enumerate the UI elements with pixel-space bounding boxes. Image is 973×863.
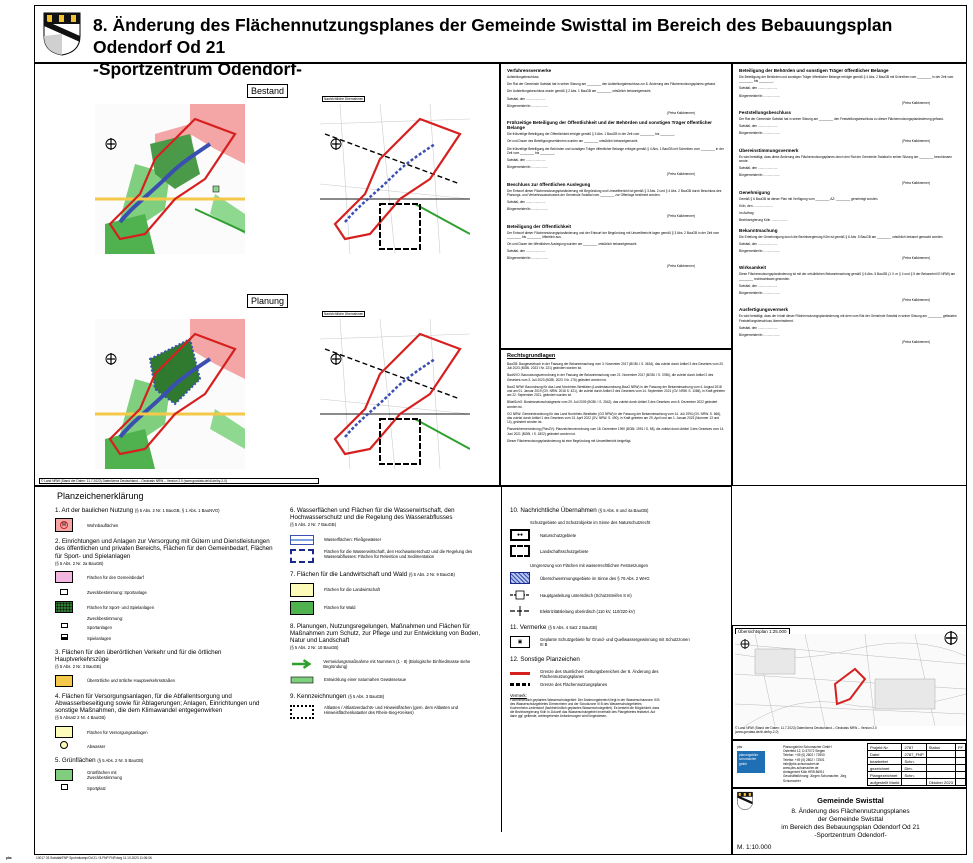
- planung-map: [95, 319, 245, 469]
- project-info-cell: Plangezeichnet: [868, 772, 902, 779]
- legend-item-wohnbau: [55, 518, 275, 532]
- office-address-line: www.pbs-schumacher.de: [783, 766, 819, 771]
- wald-swatch: [290, 601, 314, 615]
- geltungsbereich-label: Grenze des räumlichen Geltungsbereiches der 8. Änderung des Flächennutzungsplanes: [540, 668, 659, 679]
- project-info-cell: [956, 772, 966, 779]
- legend-item-sportanlage: [55, 586, 275, 598]
- gruen-swatch: [55, 769, 73, 781]
- procedure-section: [739, 228, 960, 261]
- project-info-cell: gezeichnet: [868, 765, 902, 772]
- legend-pane: [34, 486, 732, 855]
- schutzgebiete-sub: Schutzgebiete und Schutzobjekte im Sinne des Naturschutzrecht: [530, 520, 651, 526]
- wasserrecht-sub: Umgrenzung von Flächen mit wasserrechtlichen Festsetzungen: [530, 563, 649, 569]
- titleblock-line1: 8. Änderung des Flächennutzungsplanes: [791, 808, 910, 815]
- legend-item-vermeidung: [290, 657, 490, 671]
- project-info-cell: Schn.: [902, 772, 926, 779]
- titleblock-line2: der Gemeinde Swisttal: [817, 816, 884, 823]
- procedure-line: Swisttal, den ......................: [739, 241, 778, 246]
- legend-item-gemeinbedarf: [55, 571, 275, 583]
- legend-item-abwasser: [55, 741, 275, 751]
- project-info-cell: Status: [926, 744, 955, 751]
- project-info-cell: Datei: [868, 751, 902, 758]
- legend-col3: [501, 487, 726, 832]
- procedure-line: Swisttal, den ......................: [739, 124, 778, 129]
- legend-col1: [55, 507, 275, 797]
- procedure-section-title: Beschluss zur öffentlichen Auslegung: [507, 181, 591, 187]
- rechtsgrundlage-item: BauO NRW: Bauordnung für das Land Nordrhein-Westfalen (Landesbauordnung-BauO NRW) in der Fassung der Bekanntmachung vom 4. August 2018 und am 01. Januar 2019 (GV. NRW. 2018 S. 421), die zuletzt durch Artikel 3 des Gesetzes vom 14. September 2021 (GV. NRW. S. 1086), in Kraft getreten am 22. September 2021, geändert worden ist.: [507, 384, 725, 398]
- procedure-line: Der Entwurf dieser Flächennutzungsplanänderung und der Entwurf der Begründung mit Umweltbericht lagen gemäß § 3 Abs. 2 BauGB in der Zeit vom ________ bis ________ öffentlich aus.: [507, 230, 720, 239]
- legend-item-sportspiel: [55, 601, 275, 613]
- procedure-line: Die frühzeitige Beteiligung der Behörden und sonstigen Träger öffentlicher Belange erfolgte gemäß § 4 Abs. 1 BauGB mit Schreiben vom ________ in der Zeit vom ________ bis ________.: [507, 146, 724, 155]
- ueberschwemmung-swatch: [510, 572, 530, 584]
- procedure-section-title: Feststellungsbeschluss: [739, 110, 792, 116]
- procedure-line: Bürgermeister/in ...................: [739, 249, 781, 254]
- gemeinbedarf-label: Flächen für den Gemeinbedarf: [87, 574, 144, 580]
- map-pane: [34, 63, 500, 486]
- procedure-section: [507, 120, 725, 176]
- gemeinbedarf-swatch: [55, 571, 73, 583]
- wohnbau-symbol: W: [61, 522, 67, 529]
- legend-item-wasserwirtschaft: [290, 549, 490, 563]
- rechtsgrundlage-item: GO NRW: Gemeindeordnung für das Land Nordrhein-Westfalen (GO NRW) in der Fassung der Bekanntmachung vom 14. Juli 1994 (GV. NRW. S. 666), das zuletzt durch Artikel 1 des Gesetzes vom 13. April 2022 (GV. NRW. S. 490), in Kraft getreten am 29. April und am 1. Januar 2023 (Nummer 13 und 14), geändert worden ist.: [507, 411, 721, 425]
- procedure-section: [739, 307, 960, 344]
- plan-title-line2: -Sportzentrum Odendorf-: [93, 59, 303, 79]
- rechtsgrundlage-item: Dieser Flächennutzungsplanänderung ist eine Begründung mit Umweltbericht beigefügt.: [507, 438, 632, 443]
- procedure-line: Der Entwurf dieser Flächennutzungsplanänderung mit Begründung und Umweltbericht ist gemäß § 3 Abs. 2 und § 4 Abs. 2 BauGB durch Beschluss des Planungs- und Verkehrsausschusses der Gemeinde Swisttal vom ________ zur Offenlage bestimmt worden.: [507, 188, 722, 197]
- versorgung-label: Flächen für Versorgungsanlagen: [87, 729, 148, 735]
- procedure-line: Swisttal, den ......................: [739, 325, 778, 330]
- project-info-row: [868, 758, 966, 765]
- procedure-line: Swisttal, den ......................: [507, 158, 546, 163]
- vermerk-text: Fachbehördlich geplantes Wasserschutzgebiet: Der Änderungsbereich liegt in der Wasserschutzzone III B des Wasserschutzgebietes Dirmerzheim und der Schutzzone III B des Wasserschutzgebietes Kuchenheim-Ledersdorf (fachbehördlich geplantes Wasserschutzgebiet). Es besteht die Möglichkeit, dass die Bezirksregierung Köln in Zukunft das Wasserschutzgebiet innerhalb des Plangebietes festsetzt. Auf dann ggf. geltende, weitergehende Anforderungen wird hingewiesen.: [510, 697, 660, 719]
- abwasser-icon: [55, 741, 73, 751]
- procedure-line: Bürgermeister/in ...................: [739, 93, 781, 98]
- legend-item-elektrizitaet: [510, 606, 726, 616]
- project-info-row: [868, 744, 966, 751]
- procedure-section: [507, 182, 725, 219]
- landwirtschaft-swatch: [290, 583, 314, 597]
- procedure-line: Bürgermeister/in ...................: [507, 103, 549, 108]
- legend-item-sportplatz: [55, 784, 275, 794]
- office-address-line: Amtsgericht Köln HRB 86911: [783, 770, 825, 775]
- title-block: [732, 788, 967, 855]
- wasserwirtschaft-swatch: [290, 549, 314, 563]
- versorgung-swatch: [55, 726, 73, 738]
- fnp-grenze-label: Grenze des Flächennutzungsplanes: [540, 681, 608, 687]
- legend-heading-10: 10. Nachrichtliche Übernahmen (§ 5 Abs. 6 und 4a BauGB): [510, 507, 649, 514]
- north-arrow-icon: [943, 630, 959, 646]
- procedure-line: Bürgermeister/in ...................: [507, 207, 549, 212]
- procedure-line: Swisttal, den ......................: [507, 200, 546, 205]
- office-logo-pbs: pbs: [737, 745, 743, 749]
- legend-heading-9: 9. Kennzeichnungen (§ 5 Abs. 3 BauGB): [290, 692, 385, 700]
- procedure-line: (Petra Kalkbrenner): [902, 256, 930, 261]
- municipality-name: Gemeinde Swisttal: [817, 796, 884, 805]
- procedure-line: Aufstellungsbeschluss: [507, 75, 539, 79]
- procedure-section-title: Beteiligung der Behörden und sonstigen Träger öffentlicher Belange: [739, 68, 889, 73]
- procedure-line: Der Rat der Gemeinde Swisttal hat in seiner Sitzung am ________ den Aufstellungsbeschluss zur 8. Änderung des Flächennutzungsplanes gefasst.: [507, 82, 716, 87]
- spielanlagen-label: Spielanlagen: [87, 636, 112, 642]
- wasserwirtschaft-label: Flächen für die Wasserwirtschaft, den Hochwasserschutz und die Regelung des Wasserabflusses: Flächen für Retention und Sedimentation: [324, 548, 473, 559]
- project-info-cell: 2787_FNP: [902, 751, 926, 758]
- legend-title: Planzeichenerklärung: [57, 491, 144, 501]
- municipality-crest-icon: [43, 12, 81, 56]
- bestand-map: [95, 104, 245, 254]
- legend-item-wasserflaechen: [290, 535, 490, 545]
- office-address-line: Planungsbüro Schumacher GmbH: [783, 745, 832, 749]
- procedure-line: Swisttal, den ......................: [739, 166, 778, 171]
- procedure-line: (Petra Kalkbrenner): [902, 340, 930, 345]
- project-info-row: [868, 779, 966, 786]
- procedure-line: (Petra Kalkbrenner): [902, 100, 930, 105]
- sportanlage-symbol: [55, 586, 73, 598]
- geltungsbereich-line: [510, 672, 530, 675]
- procedure-section-title: Ausfertigungsvermerk: [739, 307, 789, 313]
- legend-heading-3: 3. Flächen für den überörtlichen Verkehr und für die örtlichen Hauptverkehrszüge (§ 5 Abs. 2 Nr. 3 BauGB): [55, 649, 222, 670]
- procedure-line: Swisttal, den ......................: [739, 86, 778, 91]
- procedure-section: [739, 265, 960, 302]
- legend-item-altlasten: [290, 705, 490, 719]
- project-info-cell: [926, 758, 955, 765]
- map-copyright: © Land NRW (Stand der Daten: 11.7.2023) Datenlizenz Deutschland – Geobasis NRW – Version 2.0 (www.govdata.de/dl-de/by-2-0): [39, 478, 319, 484]
- spielanlagen-symbol: [55, 634, 73, 643]
- wasserschutz-symbol: ▣: [510, 636, 530, 648]
- titleblock-line3: im Bereich des Bebauungsplan Odendorf Od 21: [781, 824, 920, 831]
- legend-item-landwirtschaft: [290, 583, 490, 597]
- elektrizitaet-icon: [510, 606, 530, 616]
- procedure-section: [739, 148, 960, 185]
- legend-heading-1: 1. Art der baulichen Nutzung (§ 5 Abs. 2 Nr. 1 BauGB, § 1 Abs. 1 BauNVO): [55, 507, 220, 514]
- rechtsgrundlage-item: Planzeichenverordnung (PlanZV): Planzeichenverordnung vom 18. Dezember 1990 (BGBl. 1991 I S. 58), die zuletzt durch Artikel 3 des Gesetzes vom 14. Juni 2021 (BGBl. I S. 1802) geändert worden ist.: [507, 427, 725, 436]
- procedure-line: (Petra Kalkbrenner): [902, 298, 930, 303]
- gewaesseraue-icon: [290, 675, 314, 685]
- nsg-label: Naturschutzgebiete: [540, 532, 577, 538]
- lsg-label: Landschaftsschutzgebiete: [540, 548, 589, 554]
- gasleitung-label: Hauptgasleitung unterirdisch (Schutzstreifen 8 m): [540, 592, 632, 598]
- legend-heading-12: 12. Sonstige Planzeichen: [510, 656, 580, 664]
- procedure-line: Ort und Dauer der öffentlichen Auslegung wurden am ________ ortsüblich bekanntgemacht.: [507, 242, 638, 247]
- procedure-line: Der Rat der Gemeinde Swisttal hat in seiner Sitzung am ________ den Feststellungsbeschluss zu dieser Flächennutzungsplanänderung gefasst.: [739, 117, 944, 122]
- wasserflaechen-swatch: [290, 535, 314, 545]
- office-block: [732, 740, 967, 788]
- procedure-section-title: Beteiligung der Öffentlichkeit: [507, 223, 572, 229]
- project-info-table: [867, 743, 966, 786]
- procedure-line: (Petra Kalkbrenner): [667, 172, 695, 177]
- footer-path: 10017 03 Swisttal/FNP Spohrnkamp/Od 21 / 8.FNP FNP.dwg 11.10.2023 11:06:06: [36, 856, 152, 860]
- footer-left: pbs: [6, 856, 12, 860]
- sportplatz-label: Sportplatz: [87, 786, 106, 792]
- procedure-section: [507, 68, 725, 115]
- procedure-line: Diese Flächennutzungsplanänderung ist mit der ortsüblichen Bekanntmachung gemäß § 6 Abs. 5 BauGB (1 V. m § 4 und § 5 der BekanntmVO NRW) am ________ rechtswirksam geworden.: [739, 272, 956, 281]
- procedure-line: Es wird bestätigt, dass diese Änderung des Flächennutzungsplanes durch den Rat der Gemeinde Swisttal in seiner Sitzung am ________ beschlossen wurde.: [739, 154, 952, 164]
- legend-item-fnp-grenze: [510, 682, 726, 687]
- legend-item-spielanlagen: [55, 634, 275, 643]
- procedure-line: Bürgermeister/in ...................: [739, 291, 781, 296]
- nachrichtlich-label-top: Nachrichtliche Übernahmen: [324, 97, 364, 101]
- office-logo-line3: gmbh: [739, 761, 747, 766]
- legend-heading-2: 2. Einrichtungen und Anlagen zur Versorgung mit Gütern und Dienstleistungen des öffentlichen und privaten Bereichs, Flächen für den Gemeinbedarf, Flächen für Sport- und Spielanlagen (§ 5 Abs. 2 Nr. 2a BauGB): [55, 538, 273, 566]
- procedure-section: [739, 110, 960, 143]
- procedure-line: Die Beteiligung der Behörden und sonstigen Träger öffentlicher Belange erfolgte gemäß § 4 Abs. 2 BauGB mit Schreiben vom ________ in der Zeit vom ________ bis ________.: [739, 75, 954, 84]
- zweckbestimmung-label: Zweckbestimmung:: [87, 616, 124, 622]
- procedure-line: (Petra Kalkbrenner): [667, 111, 695, 116]
- procedure-line: Swisttal, den ......................: [507, 96, 546, 101]
- planung-label: Planung: [247, 294, 288, 308]
- procedure-line: Bürgermeister/in ...................: [507, 256, 549, 261]
- wohnbau-swatch: [55, 518, 73, 532]
- office-address-line: Telefax: +49 (0) 2802 / 72501: [783, 757, 825, 762]
- office-address-line: Geschäftsführung: Jürgen Schumacher, Jörg Schumacher: [783, 774, 847, 783]
- nachrichtlich-label-bottom: Nachrichtliche Übernahmen: [324, 312, 364, 316]
- legend-heading-7: 7. Flächen für die Landwirtschaft und Wald (§ 5 Abs. 2 Nr. 9 BauGB): [290, 570, 455, 578]
- verkehr-label: Überörtliche und örtliche Hauptverkehrsstraßen: [87, 678, 175, 684]
- sportanlagen-symbol: [55, 623, 73, 632]
- procedure-section-title: Verfahrensvermerke: [507, 68, 552, 73]
- legend-item-lsg: [510, 545, 726, 557]
- project-info-cell: Schn.: [902, 758, 926, 765]
- office-address-line: Telefon: +49 (0) 2802 / 72500: [783, 753, 825, 758]
- overview-label: Übersichtsplan 1:25.000: [735, 628, 790, 635]
- sportplatz-icon: [55, 784, 73, 794]
- procedure-line: Bürgermeister/in ...................: [739, 333, 781, 338]
- procedure-section: [507, 224, 725, 268]
- gasleitung-icon: [510, 590, 530, 600]
- office-address: [783, 745, 863, 783]
- wasserflaechen-label: Wasserflächen: Fließgewässer: [324, 537, 382, 543]
- overview-pane: [732, 625, 967, 740]
- project-info-row: [868, 765, 966, 772]
- procedure-line: (Petra Kalkbrenner): [667, 214, 695, 219]
- project-info-cell: [956, 765, 966, 772]
- project-info-cell: 2787: [902, 744, 926, 751]
- procedure-line: Bürgermeister/in ...................: [739, 131, 781, 136]
- wohnbau-label: Wohnbauflächen: [87, 522, 119, 528]
- vermeidung-arrow-icon: [290, 657, 313, 671]
- office-logo-box: [737, 751, 765, 773]
- legend-heading-11: 11. Vermerke (§ 5 Abs. 4 Satz 2 BauGB): [510, 624, 598, 632]
- procedure-section: [739, 68, 960, 105]
- bestand-label: Bestand: [247, 84, 288, 98]
- gewaesseraue-label: Entwicklung einer naturnahen Gewässeraue: [324, 677, 407, 683]
- legend-item-versorgung: [55, 726, 275, 738]
- procedure-section-title: Frühzeitige Beteiligung der Öffentlichkeit und der Behörden und sonstigen Träger öffentlicher Belange: [507, 120, 712, 131]
- rechtsgrundlage-item: BauGB: Baugesetzbuch in der Fassung der Bekanntmachung vom 3. November 2017 (BGBl. I S. 3634), das zuletzt durch Artikel 3 des Gesetzes vom 20. Juli 2023 (BGBl. 2023 I Nr. 221) geändert worden ist.: [507, 362, 724, 371]
- project-info-cell: [956, 779, 966, 786]
- procedure-section-title: Wirksamkeit: [739, 265, 767, 271]
- project-info-cell: aufgestellt Markt: [868, 779, 902, 786]
- procedure-line: Swisttal, den ......................: [739, 283, 778, 288]
- procedure-line: (Petra Kalkbrenner): [667, 263, 695, 268]
- legend-item-geltungsbereich: [510, 669, 726, 679]
- procedure-section-title: Genehmigung: [739, 189, 770, 195]
- legend-item-gasleitung: [510, 590, 726, 600]
- legend-heading-8: 8. Planungen, Nutzungsregelungen, Maßnahmen und Flächen für Maßnahmen zum Schutz, zur Pflege und zur Entwicklung von Boden, Natur und Landschaft (§ 5 Abs. 2 Nr. 10 BauGB): [290, 622, 481, 651]
- vermerk-sub: Vermerk:: [510, 692, 527, 698]
- office-logo-line1: planungsbüro: [739, 753, 759, 758]
- elektrizitaet-label: Elektrizitätsleitung oberirdisch (110 kV, 110/220 kV): [540, 608, 635, 614]
- project-info-row: [868, 751, 966, 758]
- ueberschwemmung-label: Überschwemmungsgebiete im Sinne des § 76 Abs. 2 WHG: [540, 575, 650, 581]
- sportanlagen-label: Sportanlagen: [87, 625, 112, 631]
- legend-heading-4: 4. Flächen für Versorgungsanlagen, für die Abfallentsorgung und Abwasserbeseitigung sowie für Ablagerungen; Anlagen, Einrichtungen und sonstige Maßnahmen, die dem Klimawandel entgegenwirken (§ 5 Absatz 2 Nr. 4 BauGB): [55, 692, 260, 721]
- procedure-line: Der Aufstellungsbeschluss wurde gemäß § 2 Abs. 1 BauGB am ________ ortsüblich bekanntgemacht.: [507, 89, 652, 94]
- procedure-line: (Petra Kalkbrenner): [902, 180, 930, 185]
- bestand-nachrichtlich-map: [320, 104, 470, 254]
- sportspiel-label: Flächen für Sport- und Spielanlagen: [87, 604, 155, 610]
- legend-col2: [290, 507, 490, 724]
- procedure-line: Es wird bestätigt, dass der Inhalt dieser Flächennutzungsplanänderung mit dem vom Rat der Gemeinde Swisttal in seiner Sitzung am ________ gefassten Feststellungsbeschluss übereinstimmt.: [739, 314, 957, 323]
- procedure-line: Die Erteilung der Genehmigung durch die Bezirksregierung Köln ist gemäß § 6 Abs. 5 BauGB am ________ ortsüblich bekannt gemacht worden.: [739, 234, 944, 239]
- vermeidung-label: Vermeidungsmaßnahme mit Nummern (1 - 8) (Biologische Einfriedmasse siehe Begründung): [323, 658, 471, 669]
- legend-item-wasserschutz: [510, 636, 726, 648]
- procedure-line: Ort und Dauer des Beteiligungsverfahrens wurden am ________ ortsüblich bekanntgemacht.: [507, 139, 639, 144]
- office-logo-line2: schumacher: [739, 757, 757, 762]
- wald-label: Flächen für Wald: [324, 605, 356, 611]
- legend-item-sportanlagen: [55, 623, 275, 632]
- fnp-grenze-line: [510, 683, 530, 686]
- procedure-line: Swisttal, den ......................: [507, 249, 546, 254]
- rechtsgrundlagen-title: Rechtsgrundlagen: [507, 353, 556, 359]
- project-info-cell: Dim.: [902, 765, 926, 772]
- procedure-right: [732, 63, 967, 486]
- verkehr-swatch: [55, 675, 73, 687]
- procedure-line: Bezirksregierung Köln ...................: [739, 218, 788, 223]
- office-address-line: Osterfeld 12, D-57072 Siegen: [783, 749, 826, 754]
- procedure-line: Bürgermeister/in ...................: [507, 165, 549, 170]
- procedure-line: Gemäß § 6 BauGB ist dieser Plan mit Verfügung vom ________ AZ: ________ genehmigt worden.: [739, 196, 879, 201]
- nsg-symbol: ●●: [510, 529, 530, 541]
- legend-heading-5: 5. Grünflächen (§ 5 Abs. 2 Nr. 5 BauGB): [55, 757, 144, 765]
- procedure-line: Bürgermeister/in ...................: [739, 173, 781, 178]
- project-info-cell: [902, 779, 926, 786]
- procedure-line: Die frühzeitige Beteiligung der Öffentlichkeit erfolgte gemäß § 3 Abs. 1 BauGB in der Zeit vom ________ bis ________.: [507, 132, 676, 137]
- project-info-cell: bearbeitet: [868, 758, 902, 765]
- abwasser-label: Abwasser: [87, 743, 106, 749]
- project-info-cell: Projekt Nr.: [868, 744, 902, 751]
- legend-item-nsg: [510, 529, 726, 541]
- legend-item-gewaesseraue: [290, 675, 490, 685]
- procedure-section-title: Übereinstimmungsvermerk: [739, 147, 799, 153]
- project-info-cell: [956, 751, 966, 758]
- office-address-line: info@pbs-schumacher.de: [783, 761, 820, 766]
- legend-item-wald: [290, 601, 490, 615]
- overview-copyright: © Land NRW (Stand der Daten: 11.7.2023) Datenlizenz Deutschland – Geobasis NRW – Version 2.0 (www.govdata.de/dl-de/by-2-0): [735, 726, 877, 735]
- procedure-left: [500, 63, 732, 349]
- gruen-label: Grünflächen mit Zweckbestimmung: [87, 769, 122, 780]
- wasserschutz-label: Geplante Schutzgebiete für Grund- und Quellwassergewinnung mit Schutzzonen III B: [540, 637, 690, 648]
- legend-item-verkehr: [55, 675, 275, 687]
- altlasten-swatch: [290, 705, 314, 719]
- titleblock-line4: -Sportzentrum Odendorf-: [814, 832, 887, 839]
- planung-nachrichtlich-map: [320, 319, 470, 469]
- sportspiel-swatch: [55, 601, 73, 613]
- project-info-cell: [926, 765, 955, 772]
- titleblock-scale: M. 1:10.000: [737, 844, 772, 851]
- procedure-section: [739, 190, 960, 223]
- rechtsgrundlagen: [500, 349, 732, 486]
- project-info-cell: Oktober 2023: [926, 779, 955, 786]
- rechtsgrundlage-item: BNatSchG: Bundesnaturschutzgesetz vom 29. Juli 2009 (BGBl. I S. 2542), das zuletzt durch Artikel 3 des Gesetzes vom 8. Dezember 2022 geändert worden ist.: [507, 400, 718, 409]
- project-info-cell: [926, 751, 955, 758]
- procedure-line: (Petra Kalkbrenner): [902, 138, 930, 143]
- procedure-section-title: Bekanntmachung: [739, 227, 778, 233]
- project-info-cell: [926, 772, 955, 779]
- overview-map: [735, 634, 966, 726]
- lsg-symbol: [510, 545, 530, 557]
- project-info-row: [868, 772, 966, 779]
- landwirtschaft-label: Flächen für die Landwirtschaft: [324, 587, 380, 593]
- legend-heading-6: 6. Wasserflächen und Flächen für die Wasserwirtschaft, den Hochwasserschutz und die Regelung des Wasserabflusses (§ 5 Abs. 2 Nr. 7 BauGB): [290, 507, 455, 528]
- office-logo: [737, 745, 767, 783]
- plan-title-line1: 8. Änderung des Flächennutzungsplanes der Gemeinde Swisttal im Bereich des Bebauungsplan Odendorf Od 21: [93, 15, 893, 57]
- legend-item-ueberschwemmung: [510, 572, 726, 584]
- rechtsgrundlage-item: BauNVO: Baunutzungsverordnung in der Fassung der Bekanntmachung vom 21. November 2017 (BGBl. I S. 3786), die zuletzt durch Artikel 2 des Gesetzes vom 3. Juli 2023 (BGBl. 2023 I Nr. 176) geändert worden ist.: [507, 373, 714, 382]
- project-info-cell: [956, 758, 966, 765]
- sportanlage-label: Zweckbestimmung: Sportanlage: [87, 589, 147, 595]
- altlasten-label: Altlasten / Altlastverdachts- und Hinweisflächen (gem. dem Altlasten und Hinweisflächenkataster des Rhein-Sieg-Kreises): [324, 704, 459, 715]
- legend-item-gruen: [55, 769, 275, 781]
- procedure-line: Im Auftrag: [739, 211, 754, 216]
- project-info-cell: FF: [956, 744, 966, 751]
- procedure-line: Köln, den ......................: [739, 204, 773, 209]
